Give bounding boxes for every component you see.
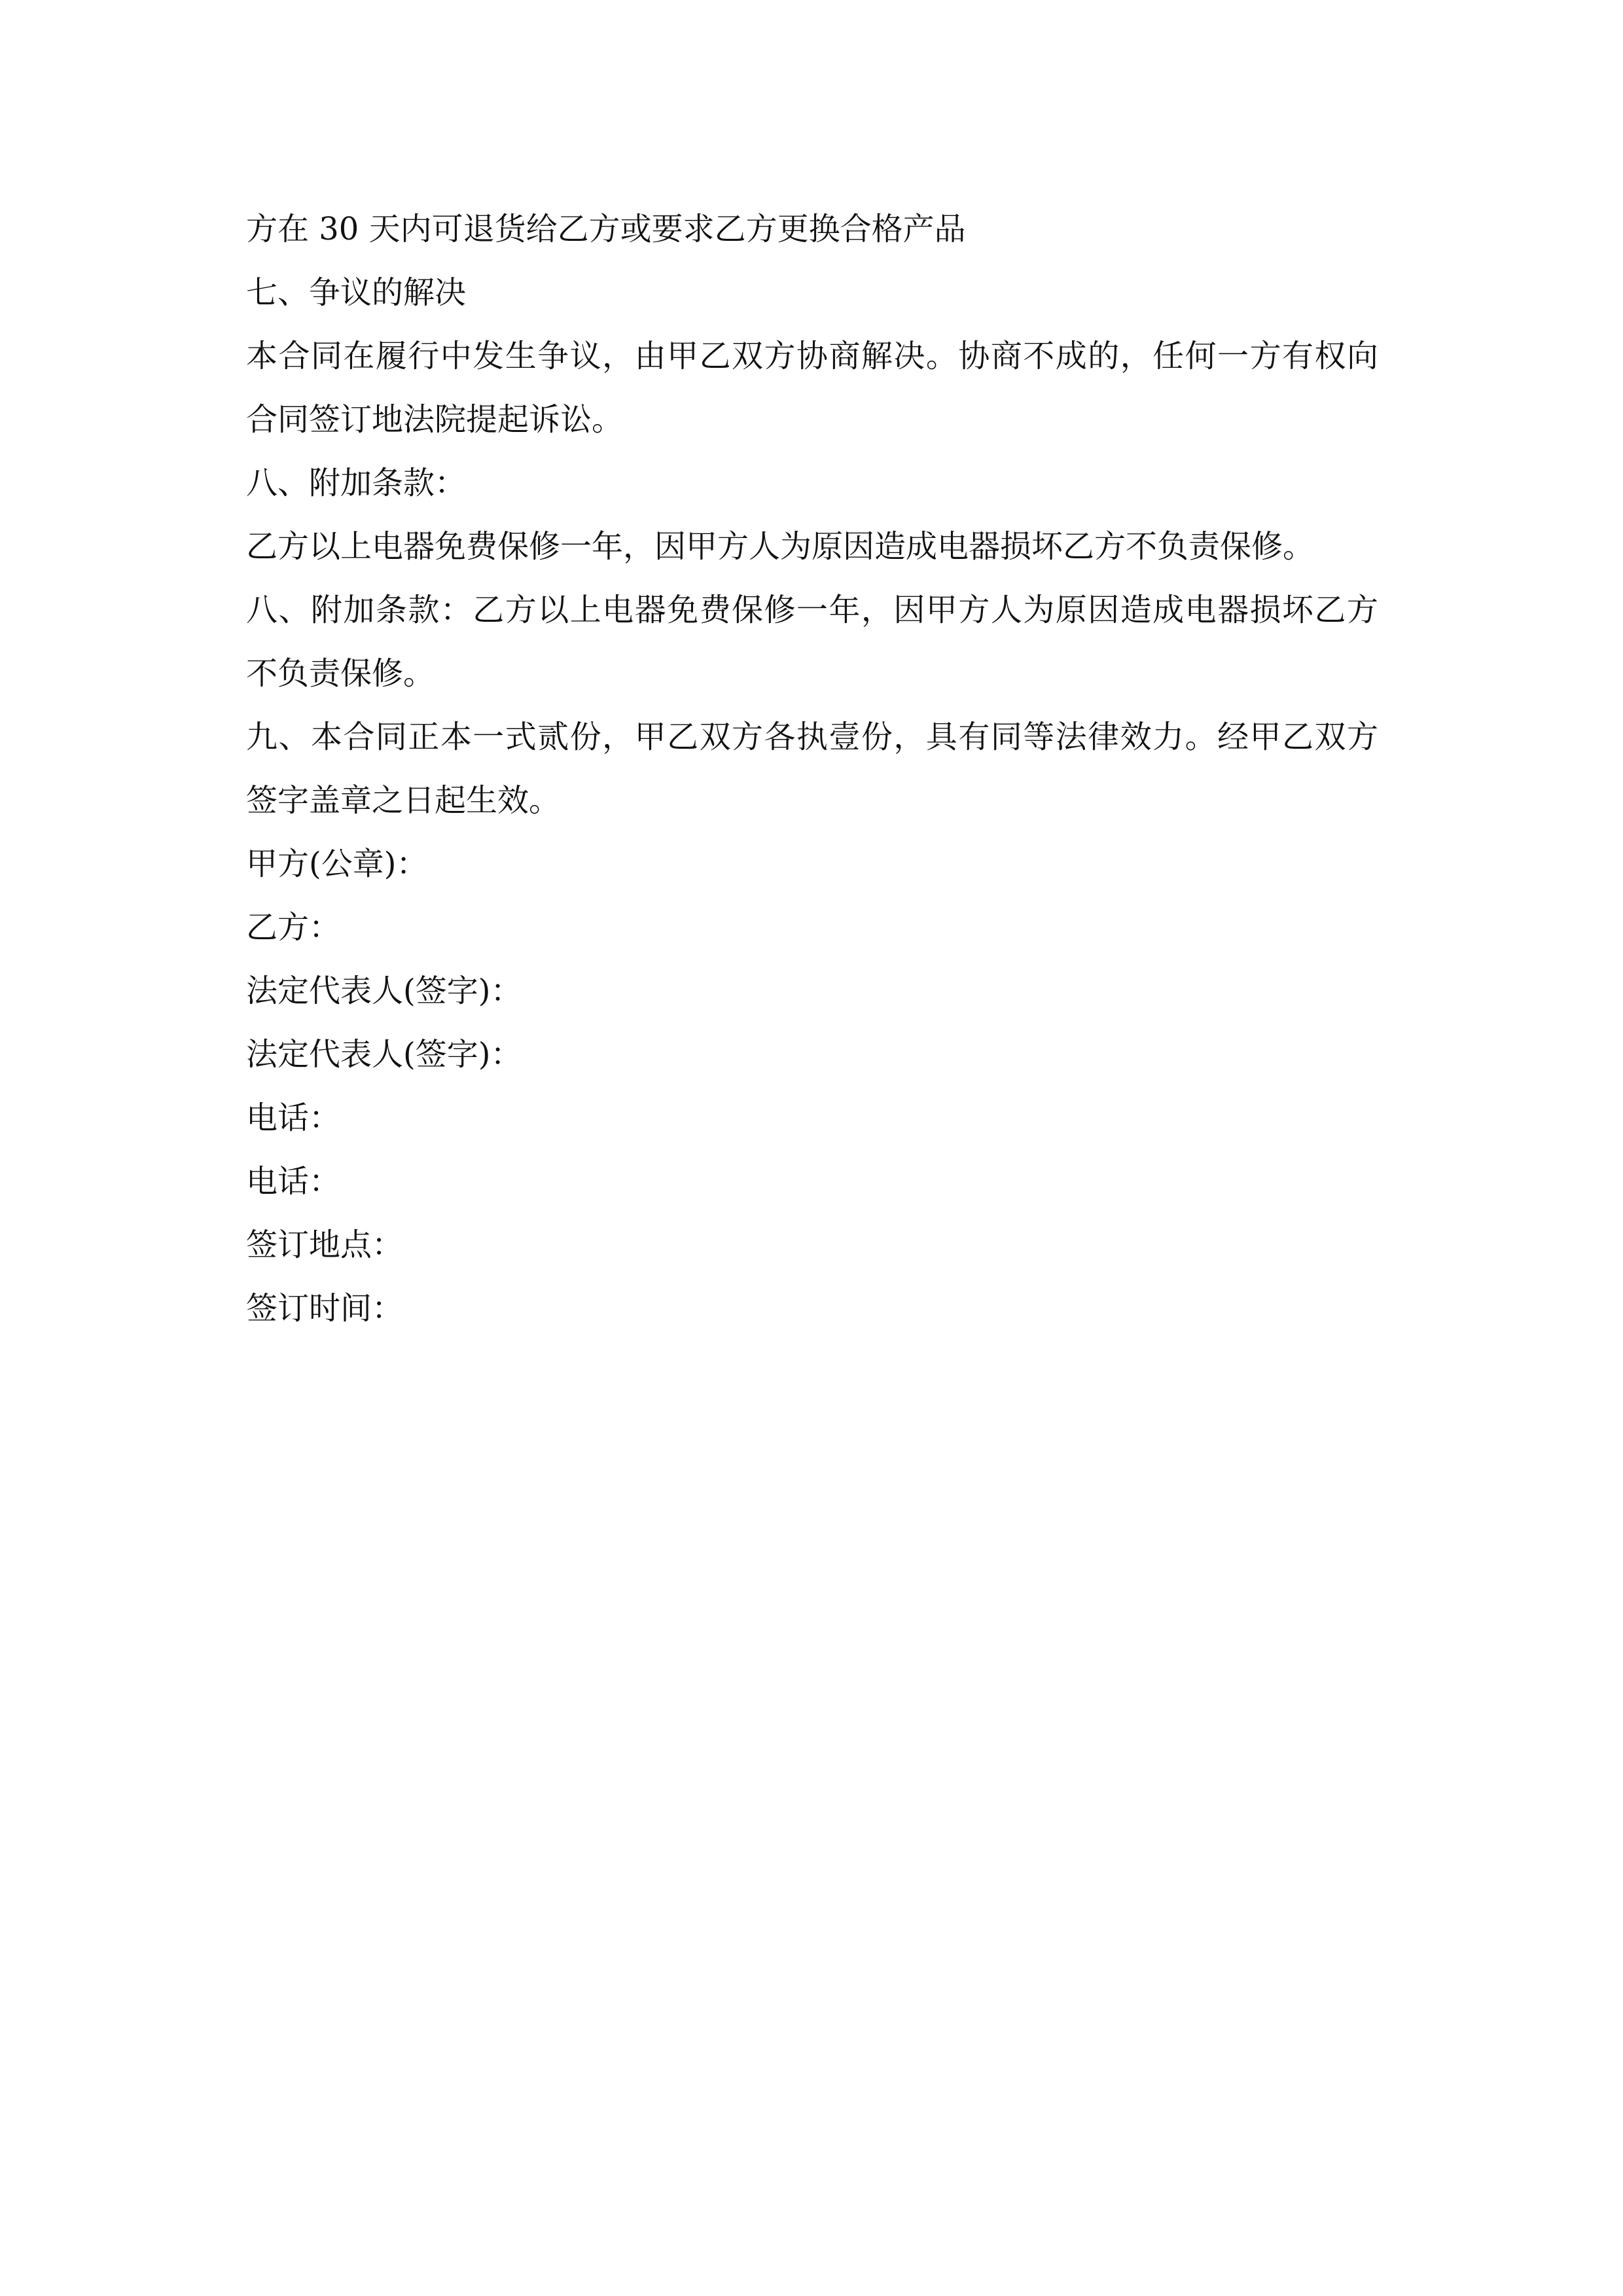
text-line: 八、附加条款：乙方以上电器免费保修一年，因甲方人为原因造成电器损坏乙方 [246, 592, 1378, 628]
signature-field-party-a: 甲方(公章)： [246, 846, 428, 882]
section-heading: 八、附加条款： [246, 465, 467, 501]
text-line: 乙方以上电器免费保修一年，因甲方人为原因造成电器损坏乙方不负责保修。 [246, 528, 1315, 565]
phone-field-a: 电话： [246, 1100, 341, 1136]
signature-field-party-b: 乙方： [246, 909, 341, 946]
signing-time-field: 签订时间： [246, 1290, 404, 1327]
text-line: 合同签订地法院提起诉讼。 [246, 401, 624, 438]
text-line: 九、本合同正本一式贰份，甲乙双方各执壹份，具有同等法律效力。经甲乙双方 [246, 719, 1378, 755]
section-heading: 七、争议的解决 [246, 274, 467, 311]
text-line: 方在 30 天内可退货给乙方或要求乙方更换合格产品 [246, 211, 966, 247]
text-line: 本合同在履行中发生争议，由甲乙双方协商解决。协商不成的，任何一方有权向 [246, 338, 1378, 374]
phone-field-b: 电话： [246, 1163, 341, 1200]
representative-field-b: 法定代表人(签字)： [246, 1036, 522, 1073]
representative-field-a: 法定代表人(签字)： [246, 973, 522, 1009]
document-body [246, 198, 1378, 1340]
signing-place-field: 签订地点： [246, 1227, 404, 1263]
text-line: 不负责保修。 [246, 655, 435, 692]
text-line: 签字盖章之日起生效。 [246, 782, 561, 819]
